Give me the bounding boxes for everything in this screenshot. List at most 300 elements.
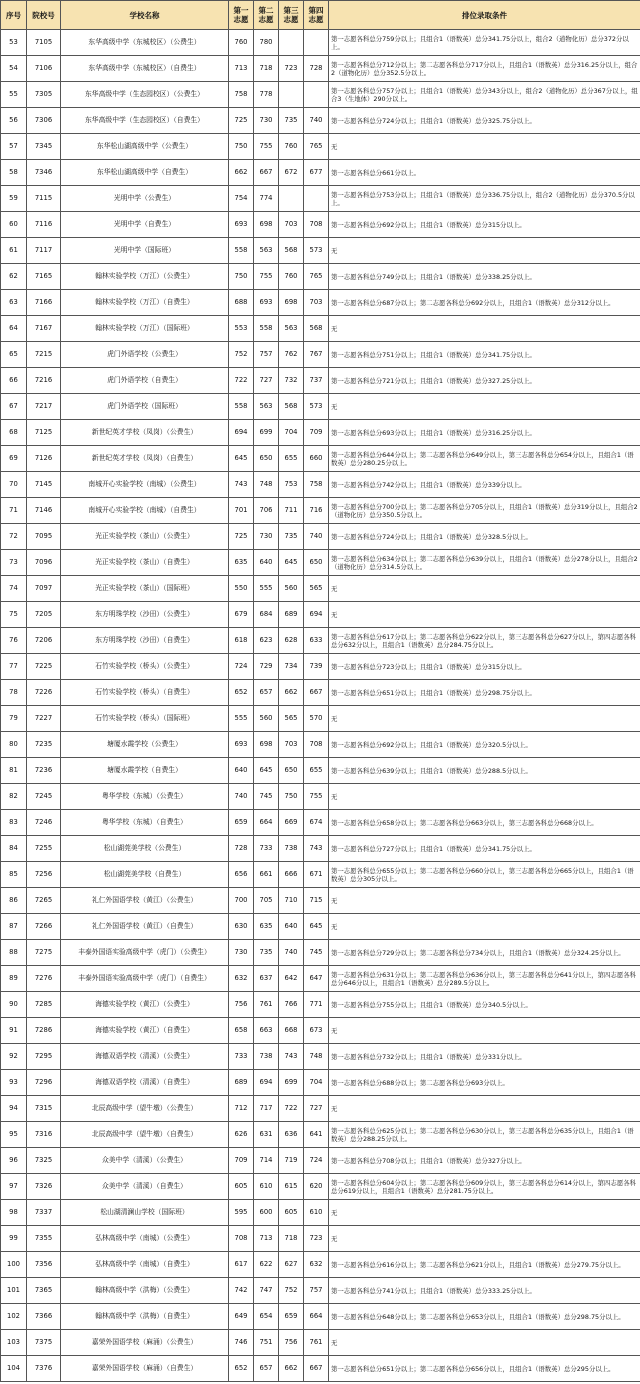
header-choice-1: 第一志愿 [229, 1, 254, 30]
cell-school-code: 7256 [27, 862, 61, 888]
cell-conditions: 无 [329, 1096, 640, 1122]
cell-school-name: 南城开心实验学校（南城）（公费生） [61, 472, 229, 498]
cell-school-name: 礼仁外国语学校（黄江）（公费生） [61, 888, 229, 914]
cell-conditions: 第一志愿各科总分651分以上；第二志愿各科总分656分以上，且组合1（语数英）总分295分以上。 [329, 1356, 640, 1382]
cell-school-code: 7116 [27, 212, 61, 238]
cell-choice-3: 732 [279, 368, 304, 394]
cell-choice-3: 703 [279, 732, 304, 758]
cell-choice-1: 693 [229, 732, 254, 758]
cell-index: 76 [1, 628, 27, 654]
table-row [1, 238, 640, 264]
cell-choice-1: 688 [229, 290, 254, 316]
cell-index: 56 [1, 108, 27, 134]
cell-conditions: 第一志愿各科总分700分以上；第二志愿各科总分705分以上，且组合1（语数英）总分319分以上，且组合2（道物化历）总分350.5分以上。 [329, 498, 640, 524]
table-row [1, 1174, 640, 1200]
cell-choice-2: 661 [254, 862, 279, 888]
cell-choice-3: 711 [279, 498, 304, 524]
cell-school-code: 7265 [27, 888, 61, 914]
cell-choice-4: 708 [304, 732, 329, 758]
cell-school-name: 光正实验学校（茶山）（自费生） [61, 550, 229, 576]
cell-choice-2: 718 [254, 56, 279, 82]
cell-school-name: 嘉荣外国语学校（麻涌）（自费生） [61, 1356, 229, 1382]
cell-school-name: 粤华学校（东城）（公费生） [61, 784, 229, 810]
cell-choice-4: 771 [304, 992, 329, 1018]
cell-school-name: 东华松山湖高级中学（自费生） [61, 160, 229, 186]
cell-choice-1: 700 [229, 888, 254, 914]
cell-index: 87 [1, 914, 27, 940]
cell-school-code: 7145 [27, 472, 61, 498]
cell-choice-3: 740 [279, 940, 304, 966]
table-row [1, 992, 640, 1018]
cell-conditions: 第一志愿各科总分753分以上；且组合1（语数英）总分336.75分以上，组合2（道物化历）总分370.5分以上。 [329, 186, 640, 212]
cell-conditions: 第一志愿各科总分617分以上；第二志愿各科总分622分以上，第三志愿各科总分627分以上，第四志愿各科总分632分以上，且组合1（语数英）总分284.75分以上。 [329, 628, 640, 654]
cell-choice-1: 728 [229, 836, 254, 862]
cell-choice-3: 735 [279, 524, 304, 550]
cell-choice-1: 750 [229, 134, 254, 160]
cell-school-code: 7225 [27, 654, 61, 680]
cell-school-name: 东方明珠学校（沙田）（自费生） [61, 628, 229, 654]
cell-choice-4: 673 [304, 1018, 329, 1044]
cell-school-name: 翰林实验学校（万江）（公费生） [61, 264, 229, 290]
cell-choice-3: 766 [279, 992, 304, 1018]
cell-choice-3 [279, 30, 304, 56]
cell-choice-4: 708 [304, 212, 329, 238]
cell-school-code: 7255 [27, 836, 61, 862]
cell-school-code: 7326 [27, 1174, 61, 1200]
header-row [1, 1, 640, 30]
cell-school-name: 光正实验学校（茶山）（公费生） [61, 524, 229, 550]
cell-choice-4: 570 [304, 706, 329, 732]
cell-conditions: 第一志愿各科总分639分以上；且组合1（语数英）总分288.5分以上。 [329, 758, 640, 784]
cell-school-code: 7337 [27, 1200, 61, 1226]
cell-choice-3: 628 [279, 628, 304, 654]
cell-index: 69 [1, 446, 27, 472]
table-row [1, 342, 640, 368]
cell-school-code: 7246 [27, 810, 61, 836]
cell-school-name: 弘林高级中学（南城）（公费生） [61, 1226, 229, 1252]
cell-choice-3: 662 [279, 1356, 304, 1382]
cell-school-name: 虎门外语学校（自费生） [61, 368, 229, 394]
cell-choice-3: 718 [279, 1226, 304, 1252]
cell-index: 75 [1, 602, 27, 628]
cell-choice-4 [304, 186, 329, 212]
cell-school-code: 7296 [27, 1070, 61, 1096]
cell-choice-4: 704 [304, 1070, 329, 1096]
cell-school-code: 7096 [27, 550, 61, 576]
cell-conditions: 第一志愿各科总分724分以上；且组合1（语数英）总分328.5分以上。 [329, 524, 640, 550]
table-row [1, 784, 640, 810]
cell-choice-4: 573 [304, 394, 329, 420]
cell-school-name: 塘厦水霞学校（公费生） [61, 732, 229, 758]
cell-choice-2: 558 [254, 316, 279, 342]
cell-choice-4: 737 [304, 368, 329, 394]
cell-choice-1: 649 [229, 1304, 254, 1330]
cell-choice-1: 555 [229, 706, 254, 732]
cell-choice-4: 709 [304, 420, 329, 446]
table-row [1, 108, 640, 134]
cell-index: 59 [1, 186, 27, 212]
cell-choice-3: 666 [279, 862, 304, 888]
cell-choice-3: 662 [279, 680, 304, 706]
cell-conditions: 第一志愿各科总分655分以上；第二志愿各科总分660分以上，第三志愿各科总分665分以上，且组合1（语数英）总分305分以上。 [329, 862, 640, 888]
cell-index: 94 [1, 1096, 27, 1122]
cell-conditions: 第一志愿各科总分724分以上；且组合1（语数英）总分325.75分以上。 [329, 108, 640, 134]
cell-choice-4: 655 [304, 758, 329, 784]
cell-index: 55 [1, 82, 27, 108]
cell-choice-1: 605 [229, 1174, 254, 1200]
cell-choice-1: 746 [229, 1330, 254, 1356]
cell-choice-2: 623 [254, 628, 279, 654]
cell-index: 101 [1, 1278, 27, 1304]
table-row [1, 134, 640, 160]
cell-choice-3: 689 [279, 602, 304, 628]
cell-choice-4: 715 [304, 888, 329, 914]
cell-choice-1: 652 [229, 1356, 254, 1382]
cell-choice-2: 635 [254, 914, 279, 940]
cell-index: 65 [1, 342, 27, 368]
cell-choice-3: 645 [279, 550, 304, 576]
cell-conditions: 无 [329, 914, 640, 940]
table-row [1, 1044, 640, 1070]
cell-choice-2: 761 [254, 992, 279, 1018]
header-index: 序号 [1, 1, 27, 30]
cell-choice-2: 663 [254, 1018, 279, 1044]
cell-choice-2: 730 [254, 108, 279, 134]
cell-choice-2: 730 [254, 524, 279, 550]
cell-school-code: 7375 [27, 1330, 61, 1356]
cell-index: 72 [1, 524, 27, 550]
cell-choice-4: 647 [304, 966, 329, 992]
cell-choice-2: 705 [254, 888, 279, 914]
cell-school-code: 7235 [27, 732, 61, 758]
cell-conditions: 无 [329, 888, 640, 914]
cell-conditions: 第一志愿各科总分757分以上；且组合1（语数英）总分343分以上，组合2（道物化历）总分367分以上，组合3（生地体）290分以上。 [329, 82, 640, 108]
cell-choice-2: 693 [254, 290, 279, 316]
header-choice-2: 第二志愿 [254, 1, 279, 30]
cell-choice-3: 722 [279, 1096, 304, 1122]
cell-school-code: 7097 [27, 576, 61, 602]
cell-school-code: 7295 [27, 1044, 61, 1070]
cell-index: 53 [1, 30, 27, 56]
cell-choice-3: 668 [279, 1018, 304, 1044]
table-row [1, 602, 640, 628]
cell-choice-2: 748 [254, 472, 279, 498]
cell-school-name: 弘林高级中学（南城）（自费生） [61, 1252, 229, 1278]
cell-choice-2: 610 [254, 1174, 279, 1200]
table-row [1, 810, 640, 836]
cell-choice-3: 672 [279, 160, 304, 186]
cell-choice-3: 615 [279, 1174, 304, 1200]
cell-school-code: 7306 [27, 108, 61, 134]
cell-school-name: 海德双语学校（清溪）（公费生） [61, 1044, 229, 1070]
cell-school-name: 松山湖莞美学校（自费生） [61, 862, 229, 888]
cell-school-name: 光明中学（国际班） [61, 238, 229, 264]
cell-choice-4: 767 [304, 342, 329, 368]
cell-school-name: 海德双语学校（清溪）（自费生） [61, 1070, 229, 1096]
cell-choice-3: 738 [279, 836, 304, 862]
cell-choice-2: 713 [254, 1226, 279, 1252]
table-row [1, 394, 640, 420]
cell-choice-2: 698 [254, 732, 279, 758]
cell-index: 74 [1, 576, 27, 602]
cell-choice-2: 637 [254, 966, 279, 992]
cell-choice-2: 699 [254, 420, 279, 446]
cell-choice-4: 728 [304, 56, 329, 82]
cell-choice-1: 658 [229, 1018, 254, 1044]
cell-choice-1: 730 [229, 940, 254, 966]
cell-choice-4: 723 [304, 1226, 329, 1252]
cell-choice-4: 739 [304, 654, 329, 680]
cell-conditions: 无 [329, 134, 640, 160]
cell-choice-2: 622 [254, 1252, 279, 1278]
cell-conditions: 无 [329, 784, 640, 810]
cell-index: 95 [1, 1122, 27, 1148]
cell-choice-1: 659 [229, 810, 254, 836]
cell-choice-3: 762 [279, 342, 304, 368]
cell-choice-3: 568 [279, 394, 304, 420]
table-row [1, 1148, 640, 1174]
cell-index: 61 [1, 238, 27, 264]
cell-school-name: 嘉荣外国语学校（麻涌）（公费生） [61, 1330, 229, 1356]
table-row [1, 550, 640, 576]
cell-choice-2: 631 [254, 1122, 279, 1148]
cell-choice-2: 645 [254, 758, 279, 784]
cell-choice-2: 654 [254, 1304, 279, 1330]
cell-index: 66 [1, 368, 27, 394]
cell-index: 68 [1, 420, 27, 446]
table-row [1, 1018, 640, 1044]
cell-conditions: 第一志愿各科总分708分以上；且组合1（语数英）总分327分以上。 [329, 1148, 640, 1174]
cell-choice-4: 703 [304, 290, 329, 316]
cell-school-name: 翰林实验学校（万江）（自费生） [61, 290, 229, 316]
cell-school-code: 7215 [27, 342, 61, 368]
cell-choice-2: 729 [254, 654, 279, 680]
cell-choice-2: 650 [254, 446, 279, 472]
cell-conditions: 第一志愿各科总分751分以上；且组合1（语数英）总分341.75分以上。 [329, 342, 640, 368]
cell-choice-2: 563 [254, 238, 279, 264]
table-row [1, 680, 640, 706]
cell-index: 71 [1, 498, 27, 524]
cell-choice-2: 745 [254, 784, 279, 810]
cell-conditions: 第一志愿各科总分625分以上；第二志愿各科总分630分以上，第三志愿各科总分635分以上，且组合1（语数英）总分288.25分以上。 [329, 1122, 640, 1148]
cell-choice-4: 565 [304, 576, 329, 602]
cell-school-code: 7115 [27, 186, 61, 212]
cell-index: 73 [1, 550, 27, 576]
cell-choice-1: 760 [229, 30, 254, 56]
cell-school-name: 东华高级中学（生态园校区）（自费生） [61, 108, 229, 134]
cell-school-code: 7205 [27, 602, 61, 628]
cell-conditions: 第一志愿各科总分644分以上；第二志愿各科总分649分以上，第三志愿各科总分654分以上，且组合1（语数英）总分280.25分以上。 [329, 446, 640, 472]
cell-school-code: 7216 [27, 368, 61, 394]
cell-choice-2: 684 [254, 602, 279, 628]
cell-choice-2: 727 [254, 368, 279, 394]
cell-school-name: 新世纪英才学校（凤岗）（公费生） [61, 420, 229, 446]
cell-school-name: 东华松山湖高级中学（公费生） [61, 134, 229, 160]
cell-choice-3: 703 [279, 212, 304, 238]
cell-school-code: 7095 [27, 524, 61, 550]
cell-index: 99 [1, 1226, 27, 1252]
cell-index: 78 [1, 680, 27, 706]
cell-choice-1: 645 [229, 446, 254, 472]
table-row [1, 1096, 640, 1122]
cell-choice-1: 740 [229, 784, 254, 810]
cell-conditions: 无 [329, 706, 640, 732]
cell-choice-4: 632 [304, 1252, 329, 1278]
header-school-code: 院校号 [27, 1, 61, 30]
cell-index: 82 [1, 784, 27, 810]
cell-choice-1: 626 [229, 1122, 254, 1148]
cell-school-code: 7345 [27, 134, 61, 160]
cell-choice-3 [279, 82, 304, 108]
table-row [1, 290, 640, 316]
cell-school-code: 7236 [27, 758, 61, 784]
cell-choice-1: 679 [229, 602, 254, 628]
cell-index: 83 [1, 810, 27, 836]
cell-choice-4: 568 [304, 316, 329, 342]
cell-choice-3: 698 [279, 290, 304, 316]
cell-index: 85 [1, 862, 27, 888]
table-row [1, 186, 640, 212]
cell-choice-4: 633 [304, 628, 329, 654]
cell-school-name: 众美中学（清溪）（自费生） [61, 1174, 229, 1200]
cell-choice-2: 640 [254, 550, 279, 576]
cell-choice-3 [279, 186, 304, 212]
cell-index: 93 [1, 1070, 27, 1096]
table-row [1, 888, 640, 914]
cell-index: 62 [1, 264, 27, 290]
cell-choice-1: 712 [229, 1096, 254, 1122]
cell-choice-3: 735 [279, 108, 304, 134]
cell-choice-1: 635 [229, 550, 254, 576]
cell-choice-4: 743 [304, 836, 329, 862]
cell-choice-4: 727 [304, 1096, 329, 1122]
table-row [1, 30, 640, 56]
cell-choice-1: 754 [229, 186, 254, 212]
cell-choice-1: 640 [229, 758, 254, 784]
table-row [1, 1070, 640, 1096]
cell-school-name: 光正实验学校（茶山）（国际班） [61, 576, 229, 602]
cell-conditions: 无 [329, 1018, 640, 1044]
header-conditions: 排位录取条件 [329, 1, 640, 30]
cell-choice-1: 743 [229, 472, 254, 498]
cell-school-name: 石竹实验学校（桥头）（公费生） [61, 654, 229, 680]
cell-index: 63 [1, 290, 27, 316]
cell-choice-1: 709 [229, 1148, 254, 1174]
cell-choice-3: 659 [279, 1304, 304, 1330]
table-row [1, 82, 640, 108]
cell-conditions: 第一志愿各科总分712分以上；第二志愿各科总分717分以上，且组合1（语数英）总分316.25分以上，组合2（道物化历）总分352.5分以上。 [329, 56, 640, 82]
cell-school-code: 7305 [27, 82, 61, 108]
cell-choice-4: 758 [304, 472, 329, 498]
cell-school-name: 虎门外语学校（公费生） [61, 342, 229, 368]
cell-choice-1: 750 [229, 264, 254, 290]
cell-choice-4: 677 [304, 160, 329, 186]
cell-choice-2: 657 [254, 680, 279, 706]
cell-index: 86 [1, 888, 27, 914]
cell-school-name: 石竹实验学校（桥头）（国际班） [61, 706, 229, 732]
cell-conditions: 第一志愿各科总分742分以上；且组合1（语数英）总分339分以上。 [329, 472, 640, 498]
cell-choice-3: 710 [279, 888, 304, 914]
cell-choice-2: 667 [254, 160, 279, 186]
table-row [1, 758, 640, 784]
cell-choice-3: 719 [279, 1148, 304, 1174]
cell-choice-2: 600 [254, 1200, 279, 1226]
cell-choice-4: 610 [304, 1200, 329, 1226]
cell-school-name: 翰林实验学校（万江）（国际班） [61, 316, 229, 342]
cell-conditions: 第一志愿各科总分631分以上；第二志愿各科总分636分以上，第三志愿各科总分641分以上，第四志愿各科总分646分以上，且组合1（语数英）总分289.5分以上。 [329, 966, 640, 992]
cell-choice-1: 558 [229, 238, 254, 264]
cell-choice-3: 568 [279, 238, 304, 264]
cell-choice-4: 761 [304, 1330, 329, 1356]
cell-choice-1: 701 [229, 498, 254, 524]
cell-school-name: 塘厦水霞学校（自费生） [61, 758, 229, 784]
table-row [1, 1200, 640, 1226]
cell-choice-3: 760 [279, 264, 304, 290]
table-row [1, 1252, 640, 1278]
cell-school-code: 7356 [27, 1252, 61, 1278]
cell-choice-1: 693 [229, 212, 254, 238]
cell-conditions: 无 [329, 602, 640, 628]
cell-choice-1: 756 [229, 992, 254, 1018]
header-choice-3: 第三志愿 [279, 1, 304, 30]
cell-school-name: 东华高级中学（东城校区）（自费生） [61, 56, 229, 82]
cell-school-code: 7126 [27, 446, 61, 472]
cell-index: 100 [1, 1252, 27, 1278]
cell-choice-3: 560 [279, 576, 304, 602]
cell-school-code: 7105 [27, 30, 61, 56]
table-row [1, 56, 640, 82]
cell-conditions: 第一志愿各科总分732分以上；且组合1（语数英）总分331分以上。 [329, 1044, 640, 1070]
cell-choice-2: 751 [254, 1330, 279, 1356]
cell-choice-1: 689 [229, 1070, 254, 1096]
cell-choice-1: 742 [229, 1278, 254, 1304]
table-row [1, 1122, 640, 1148]
cell-index: 90 [1, 992, 27, 1018]
cell-choice-4: 740 [304, 108, 329, 134]
cell-choice-1: 617 [229, 1252, 254, 1278]
cell-choice-1: 618 [229, 628, 254, 654]
cell-school-name: 海德实验学校（黄江）（自费生） [61, 1018, 229, 1044]
cell-school-name: 石竹实验学校（桥头）（自费生） [61, 680, 229, 706]
cell-conditions: 第一志愿各科总分658分以上；第二志愿各科总分663分以上，第三志愿各科总分668分以上。 [329, 810, 640, 836]
table-row [1, 654, 640, 680]
cell-choice-1: 694 [229, 420, 254, 446]
cell-index: 79 [1, 706, 27, 732]
cell-index: 104 [1, 1356, 27, 1382]
cell-choice-4: 765 [304, 264, 329, 290]
cell-school-code: 7276 [27, 966, 61, 992]
cell-choice-1: 595 [229, 1200, 254, 1226]
cell-conditions: 第一志愿各科总分692分以上；且组合1（语数英）总分315分以上。 [329, 212, 640, 238]
cell-index: 96 [1, 1148, 27, 1174]
cell-choice-1: 656 [229, 862, 254, 888]
cell-conditions: 第一志愿各科总分616分以上；第二志愿各科总分621分以上，且组合1（语数英）总分279.75分以上。 [329, 1252, 640, 1278]
cell-school-name: 松山湖莞美学校（公费生） [61, 836, 229, 862]
cell-school-code: 7376 [27, 1356, 61, 1382]
cell-choice-2: 733 [254, 836, 279, 862]
cell-choice-1: 713 [229, 56, 254, 82]
header-school-name: 学校名称 [61, 1, 229, 30]
cell-choice-3: 753 [279, 472, 304, 498]
cell-conditions: 无 [329, 1226, 640, 1252]
cell-choice-4: 664 [304, 1304, 329, 1330]
cell-choice-3: 734 [279, 654, 304, 680]
cell-index: 58 [1, 160, 27, 186]
cell-choice-3: 636 [279, 1122, 304, 1148]
cell-school-code: 7275 [27, 940, 61, 966]
cell-school-name: 北辰高级中学（望牛墩）（自费生） [61, 1122, 229, 1148]
cell-choice-2: 555 [254, 576, 279, 602]
